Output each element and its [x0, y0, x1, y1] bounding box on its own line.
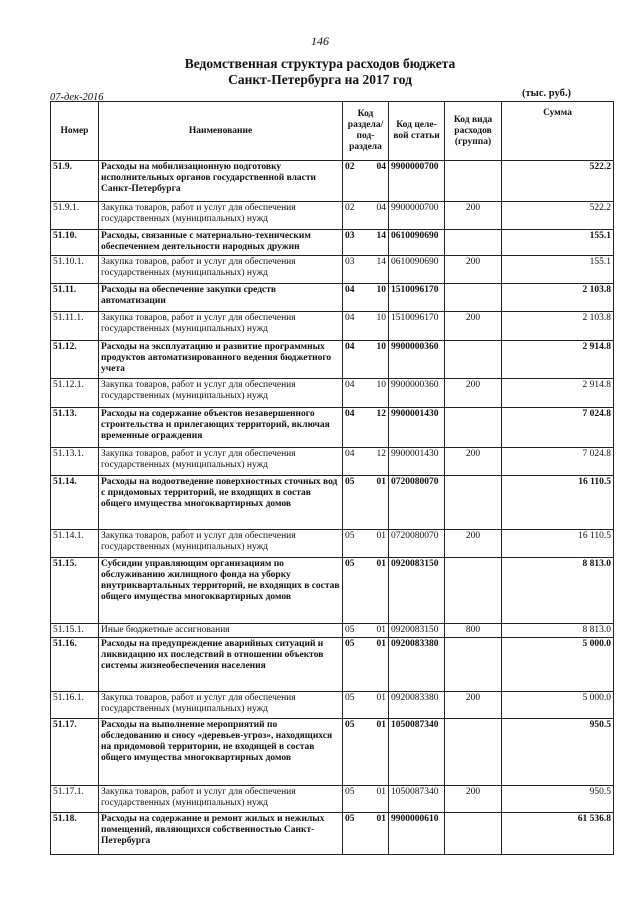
row-razdel: 05: [343, 692, 367, 719]
row-number: 51.14.: [51, 476, 99, 530]
row-name: Закупка товаров, работ и услуг для обеспечения государственных (муниципальных) нужд: [99, 202, 343, 230]
row-number: 51.17.1.: [51, 786, 99, 813]
row-razdel: 04: [343, 379, 367, 408]
row-number: 51.11.1.: [51, 312, 99, 341]
row-number: 51.14.1.: [51, 530, 99, 558]
row-razdel: 03: [343, 256, 367, 284]
row-sum: 2 103.8: [502, 312, 614, 341]
row-podrazdel: 12: [367, 408, 389, 448]
row-vr: 200: [445, 448, 502, 476]
row-podrazdel: 04: [367, 161, 389, 202]
row-csr: 9900000360: [389, 341, 445, 379]
row-podrazdel: 14: [367, 230, 389, 256]
row-sum: 2 914.8: [502, 379, 614, 408]
row-csr: 0920083380: [389, 692, 445, 719]
table-row: [51, 638, 614, 692]
row-name: Расходы на обеспечение закупки средств автоматизации: [99, 284, 343, 312]
row-name: Расходы на содержание объектов незавершенного строительства и прилегающих территорий, включая временные ограждения: [99, 408, 343, 448]
row-podrazdel: 01: [367, 558, 389, 624]
row-podrazdel: 04: [367, 202, 389, 230]
table-row: [51, 558, 614, 624]
document-date: 07-дек-2016: [50, 92, 104, 103]
header-name: Наименование: [99, 102, 343, 161]
row-number: 51.17.: [51, 719, 99, 786]
row-number: 51.9.: [51, 161, 99, 202]
row-csr: 9900000610: [389, 813, 445, 855]
row-number: 51.10.: [51, 230, 99, 256]
row-csr: 1050087340: [389, 786, 445, 813]
row-podrazdel: 01: [367, 638, 389, 692]
row-vr: [445, 638, 502, 692]
title-line-2: Санкт-Петербурга на 2017 год: [228, 72, 412, 87]
row-vr: [445, 161, 502, 202]
row-sum: 16 110.5: [502, 476, 614, 530]
row-razdel: 04: [343, 408, 367, 448]
row-name: Расходы на эксплуатацию и развитие программных продуктов автоматизированного ведения бюджетного учета: [99, 341, 343, 379]
row-name: Расходы на предупреждение аварийных ситуаций и ликвидацию их последствий в отношении объектов системы жизнеобеспечения населения: [99, 638, 343, 692]
table-row: [51, 256, 614, 284]
row-name: Расходы на содержание и ремонт жилых и нежилых помещений, являющихся собственностью Санкт-Петербурга: [99, 813, 343, 855]
row-name: Закупка товаров, работ и услуг для обеспечения государственных (муниципальных) нужд: [99, 786, 343, 813]
row-sum: 2 103.8: [502, 284, 614, 312]
units-label: (тыс. руб.): [522, 88, 571, 99]
table-row: [51, 719, 614, 786]
row-vr: 200: [445, 786, 502, 813]
row-vr: [445, 341, 502, 379]
row-number: 51.12.1.: [51, 379, 99, 408]
row-number: 51.9.1.: [51, 202, 99, 230]
row-vr: [445, 813, 502, 855]
row-podrazdel: 10: [367, 312, 389, 341]
row-podrazdel: 01: [367, 813, 389, 855]
page-number: 146: [311, 34, 329, 48]
row-vr: [445, 719, 502, 786]
row-vr: 200: [445, 379, 502, 408]
row-name: Иные бюджетные ассигнования: [99, 624, 343, 638]
row-sum: 16 110.5: [502, 530, 614, 558]
row-csr: 9900000360: [389, 379, 445, 408]
row-sum: 8 813.0: [502, 624, 614, 638]
row-csr: 0720080070: [389, 530, 445, 558]
table-row: [51, 341, 614, 379]
row-sum: 522.2: [502, 161, 614, 202]
table-row: [51, 230, 614, 256]
row-sum: 7 024.8: [502, 448, 614, 476]
table-row: [51, 786, 614, 813]
table-row: [51, 408, 614, 448]
row-name: Закупка товаров, работ и услуг для обеспечения государственных (муниципальных) нужд: [99, 692, 343, 719]
row-podrazdel: 10: [367, 284, 389, 312]
row-number: 51.15.1.: [51, 624, 99, 638]
document-title: [0, 56, 640, 88]
row-name: Расходы на мобилизационную подготовку исполнительных органов государственной власти Санкт-Петербурга: [99, 161, 343, 202]
header-vr: Код вида расходов (группа): [445, 102, 502, 161]
row-sum: 155.1: [502, 230, 614, 256]
budget-table: [50, 101, 614, 855]
table-row: [51, 448, 614, 476]
row-csr: 0920083150: [389, 624, 445, 638]
row-csr: 0920083150: [389, 558, 445, 624]
row-number: 51.10.1.: [51, 256, 99, 284]
row-razdel: 05: [343, 476, 367, 530]
row-vr: [445, 558, 502, 624]
row-name: Расходы, связанные с материально-техническим обеспечением деятельности народных дружин: [99, 230, 343, 256]
row-csr: 9900000700: [389, 202, 445, 230]
row-razdel: 05: [343, 530, 367, 558]
row-sum: 950.5: [502, 786, 614, 813]
row-razdel: 05: [343, 786, 367, 813]
row-vr: [445, 230, 502, 256]
row-vr: 200: [445, 202, 502, 230]
row-sum: 2 914.8: [502, 341, 614, 379]
header-number: Номер: [51, 102, 99, 161]
table-row: [51, 202, 614, 230]
row-number: 51.13.1.: [51, 448, 99, 476]
row-number: 51.16.1.: [51, 692, 99, 719]
table-row: [51, 530, 614, 558]
row-razdel: 05: [343, 624, 367, 638]
row-csr: 9900000700: [389, 161, 445, 202]
header-sum: Сумма: [502, 102, 614, 161]
row-razdel: 04: [343, 284, 367, 312]
header-razdel: Код раздела/ под- раздела: [343, 102, 389, 161]
row-sum: 8 813.0: [502, 558, 614, 624]
row-csr: 1050087340: [389, 719, 445, 786]
title-line-1: Ведомственная структура расходов бюджета: [184, 56, 456, 71]
table-row: [51, 161, 614, 202]
table-row: [51, 379, 614, 408]
row-number: 51.13.: [51, 408, 99, 448]
row-podrazdel: 01: [367, 692, 389, 719]
table-row: [51, 692, 614, 719]
row-csr: 0920083380: [389, 638, 445, 692]
row-razdel: 04: [343, 341, 367, 379]
table-header-row: [51, 102, 614, 161]
row-razdel: 04: [343, 448, 367, 476]
row-vr: 200: [445, 692, 502, 719]
row-vr: 200: [445, 312, 502, 341]
row-csr: 0610090690: [389, 256, 445, 284]
row-podrazdel: 01: [367, 530, 389, 558]
row-number: 51.12.: [51, 341, 99, 379]
row-csr: 0610090690: [389, 230, 445, 256]
row-razdel: 03: [343, 230, 367, 256]
row-razdel: 02: [343, 202, 367, 230]
row-razdel: 05: [343, 719, 367, 786]
row-podrazdel: 10: [367, 341, 389, 379]
row-csr: 1510096170: [389, 284, 445, 312]
row-number: 51.18.: [51, 813, 99, 855]
row-podrazdel: 01: [367, 624, 389, 638]
row-sum: 155.1: [502, 256, 614, 284]
header-csr: Код целе- вой статьи: [389, 102, 445, 161]
row-podrazdel: 14: [367, 256, 389, 284]
row-podrazdel: 12: [367, 448, 389, 476]
row-number: 51.15.: [51, 558, 99, 624]
row-number: 51.11.: [51, 284, 99, 312]
row-sum: 7 024.8: [502, 408, 614, 448]
row-name: Расходы на выполнение мероприятий по обследованию и сносу «деревьев-угроз», находящихся на придомовой территории, не входящей в состав общего имущества многоквартирных домов: [99, 719, 343, 786]
row-name: Закупка товаров, работ и услуг для обеспечения государственных (муниципальных) нужд: [99, 379, 343, 408]
row-sum: 950.5: [502, 719, 614, 786]
row-name: Закупка товаров, работ и услуг для обеспечения государственных (муниципальных) нужд: [99, 256, 343, 284]
row-razdel: 05: [343, 558, 367, 624]
row-csr: 0720080070: [389, 476, 445, 530]
row-razdel: 04: [343, 312, 367, 341]
row-name: Закупка товаров, работ и услуг для обеспечения государственных (муниципальных) нужд: [99, 312, 343, 341]
row-podrazdel: 01: [367, 719, 389, 786]
row-csr: 9900001430: [389, 408, 445, 448]
row-name: Расходы на водоотведение поверхностных сточных вод с придомовых территорий, не входящих в состав общего имущества многоквартирных домов: [99, 476, 343, 530]
table-row: [51, 312, 614, 341]
row-razdel: 05: [343, 813, 367, 855]
row-vr: 200: [445, 256, 502, 284]
table-row: [51, 476, 614, 530]
row-podrazdel: 01: [367, 476, 389, 530]
row-name: Субсидии управляющим организациям по обслуживанию жилищного фонда на уборку внутриквартальных территорий, не входящих в состав общего имущества многоквартирных домов: [99, 558, 343, 624]
row-name: Закупка товаров, работ и услуг для обеспечения государственных (муниципальных) нужд: [99, 448, 343, 476]
row-podrazdel: 10: [367, 379, 389, 408]
row-number: 51.16.: [51, 638, 99, 692]
row-name: Закупка товаров, работ и услуг для обеспечения государственных (муниципальных) нужд: [99, 530, 343, 558]
table-row: [51, 813, 614, 855]
row-razdel: 02: [343, 161, 367, 202]
table-row: [51, 624, 614, 638]
row-sum: 522.2: [502, 202, 614, 230]
row-vr: 200: [445, 530, 502, 558]
row-csr: 1510096170: [389, 312, 445, 341]
table-row: [51, 284, 614, 312]
row-razdel: 05: [343, 638, 367, 692]
row-vr: [445, 284, 502, 312]
row-csr: 9900001430: [389, 448, 445, 476]
row-sum: 5 000.0: [502, 638, 614, 692]
row-vr: 800: [445, 624, 502, 638]
row-vr: [445, 476, 502, 530]
row-vr: [445, 408, 502, 448]
row-sum: 5 000.0: [502, 692, 614, 719]
row-sum: 61 536.8: [502, 813, 614, 855]
row-podrazdel: 01: [367, 786, 389, 813]
